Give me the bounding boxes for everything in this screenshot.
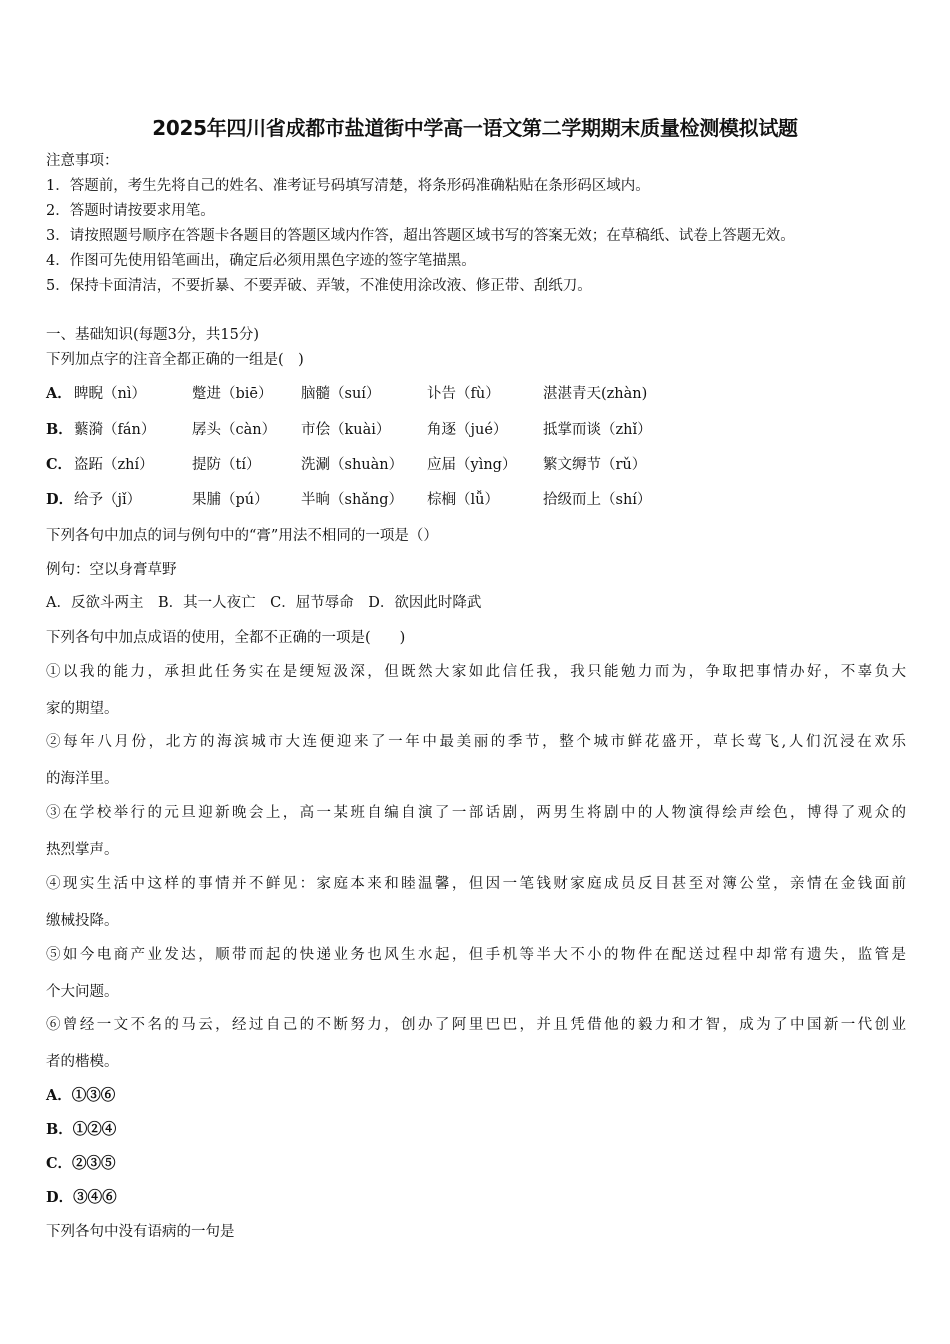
notice-item: 3．请按照题号顺序在答题卡各题目的答题区域内作答，超出答题区域书写的答案无效；在草稿纸、试卷上答题无效。 bbox=[46, 228, 795, 244]
notice-item: 1．答题前，考生先将自己的姓名、准考证号码填写清楚，将条形码准确粘贴在条形码区域内。 bbox=[46, 178, 650, 194]
option-item: 拾级而上（shí） bbox=[543, 492, 652, 508]
option-item: 角逐（jué） bbox=[427, 422, 508, 438]
option-item: 抵掌而谈（zhǐ） bbox=[543, 422, 652, 438]
sentence-line: 缴械投降。 bbox=[46, 913, 119, 929]
option-item: 蹩进（biē） bbox=[192, 386, 273, 402]
option-label: C． bbox=[46, 456, 73, 473]
sentence-line: 个大问题。 bbox=[46, 984, 119, 1000]
question-stem: 下列各句中没有语病的一句是 bbox=[46, 1224, 235, 1240]
sentence-line: ④现实生活中这样的事情并不鲜见：家庭本来和睦温馨，但因一笔钱财家庭成员反目甚至对簿公堂，亲情在金钱面前 bbox=[46, 876, 906, 892]
sentence-line: 家的期望。 bbox=[46, 701, 119, 717]
option-label: D． bbox=[46, 491, 74, 508]
option-item: 繁文缛节（rǔ） bbox=[543, 457, 647, 473]
option-item: 蘩漪（fán） bbox=[74, 422, 156, 438]
option-item: 市侩（kuài） bbox=[301, 422, 391, 438]
page-title: 2025年四川省成都市盐道街中学高一语文第二学期期末质量检测模拟试题 bbox=[152, 116, 798, 140]
sentence-line: ③在学校举行的元旦迎新晚会上，高一某班自编自演了一部话剧，两男生将剧中的人物演得绘声绘色，博得了观众的 bbox=[46, 805, 906, 821]
sentence-line: 的海洋里。 bbox=[46, 771, 119, 787]
question-stem: 下列各句中加点成语的使用，全都不正确的一项是( ) bbox=[46, 630, 406, 646]
option-item: 脑髓（suí） bbox=[301, 386, 381, 402]
sentence-line: 者的楷模。 bbox=[46, 1054, 119, 1070]
option-label: A． bbox=[46, 385, 72, 402]
sentence-line: 热烈掌声。 bbox=[46, 842, 119, 858]
option-item: 孱头（càn） bbox=[192, 422, 277, 438]
sentence-line: ⑥曾经一文不名的马云，经过自己的不断努力，创办了阿里巴巴，并且凭借他的毅力和才智，成为了中国新一代创业 bbox=[46, 1017, 906, 1033]
option-item: 应届（yìng） bbox=[427, 457, 517, 473]
option-item: 果脯（pú） bbox=[192, 492, 269, 508]
answer-choice: A．①③⑥ bbox=[46, 1087, 116, 1104]
option-item: 洗涮（shuàn） bbox=[301, 457, 404, 473]
option-item: 盗跖（zhí） bbox=[74, 457, 154, 473]
question-options: A．反欲斗两主 B．其一人夜亡 C．屈节辱命 D．欲因此时降武 bbox=[46, 595, 482, 611]
notice-item: 4．作图可先使用铅笔画出，确定后必须用黑色字迹的签字笔描黑。 bbox=[46, 253, 476, 269]
option-item: 睥睨（nì） bbox=[74, 386, 146, 402]
option-item: 棕榈（lǚ） bbox=[427, 492, 499, 508]
sentence-line: ⑤如今电商产业发达，顺带而起的快递业务也风生水起，但手机等半大不小的物件在配送过程中却常有遗失，监管是 bbox=[46, 947, 906, 963]
answer-choice: C．②③⑤ bbox=[46, 1155, 116, 1172]
answer-choice: D．③④⑥ bbox=[46, 1189, 117, 1206]
notice-item: 5．保持卡面清洁，不要折暴、不要弄破、弄皱，不准使用涂改液、修正带、刮纸刀。 bbox=[46, 278, 592, 294]
option-item: 提防（tí） bbox=[192, 457, 261, 473]
answer-choice: B．①②④ bbox=[46, 1121, 117, 1138]
sentence-line: ②每年八月份，北方的海滨城市大连便迎来了一年中最美丽的季节，整个城市鲜花盛开，草长莺飞,人们沉浸在欢乐 bbox=[46, 734, 906, 750]
option-item: 给予（jǐ） bbox=[74, 492, 142, 508]
section-heading: 一、基础知识(每题3分，共15分) bbox=[46, 327, 259, 343]
option-item: 半晌（shǎng） bbox=[301, 492, 404, 508]
option-item: 讣告（fù） bbox=[427, 386, 500, 402]
option-label: B． bbox=[46, 421, 73, 438]
example-sentence: 例句：空以身膏草野 bbox=[46, 562, 177, 578]
option-item: 湛湛青天(zhàn) bbox=[543, 386, 648, 402]
notice-heading: 注意事项： bbox=[46, 153, 119, 169]
question-stem: 下列加点字的注音全都正确的一组是( ) bbox=[46, 352, 304, 368]
sentence-line: ①以我的能力，承担此任务实在是绠短汲深，但既然大家如此信任我，我只能勉力而为，争取把事情办好，不辜负大 bbox=[46, 664, 906, 680]
notice-item: 2．答题时请按要求用笔。 bbox=[46, 203, 215, 219]
question-stem: 下列各句中加点的词与例句中的“膏”用法不相同的一项是（） bbox=[46, 528, 438, 544]
